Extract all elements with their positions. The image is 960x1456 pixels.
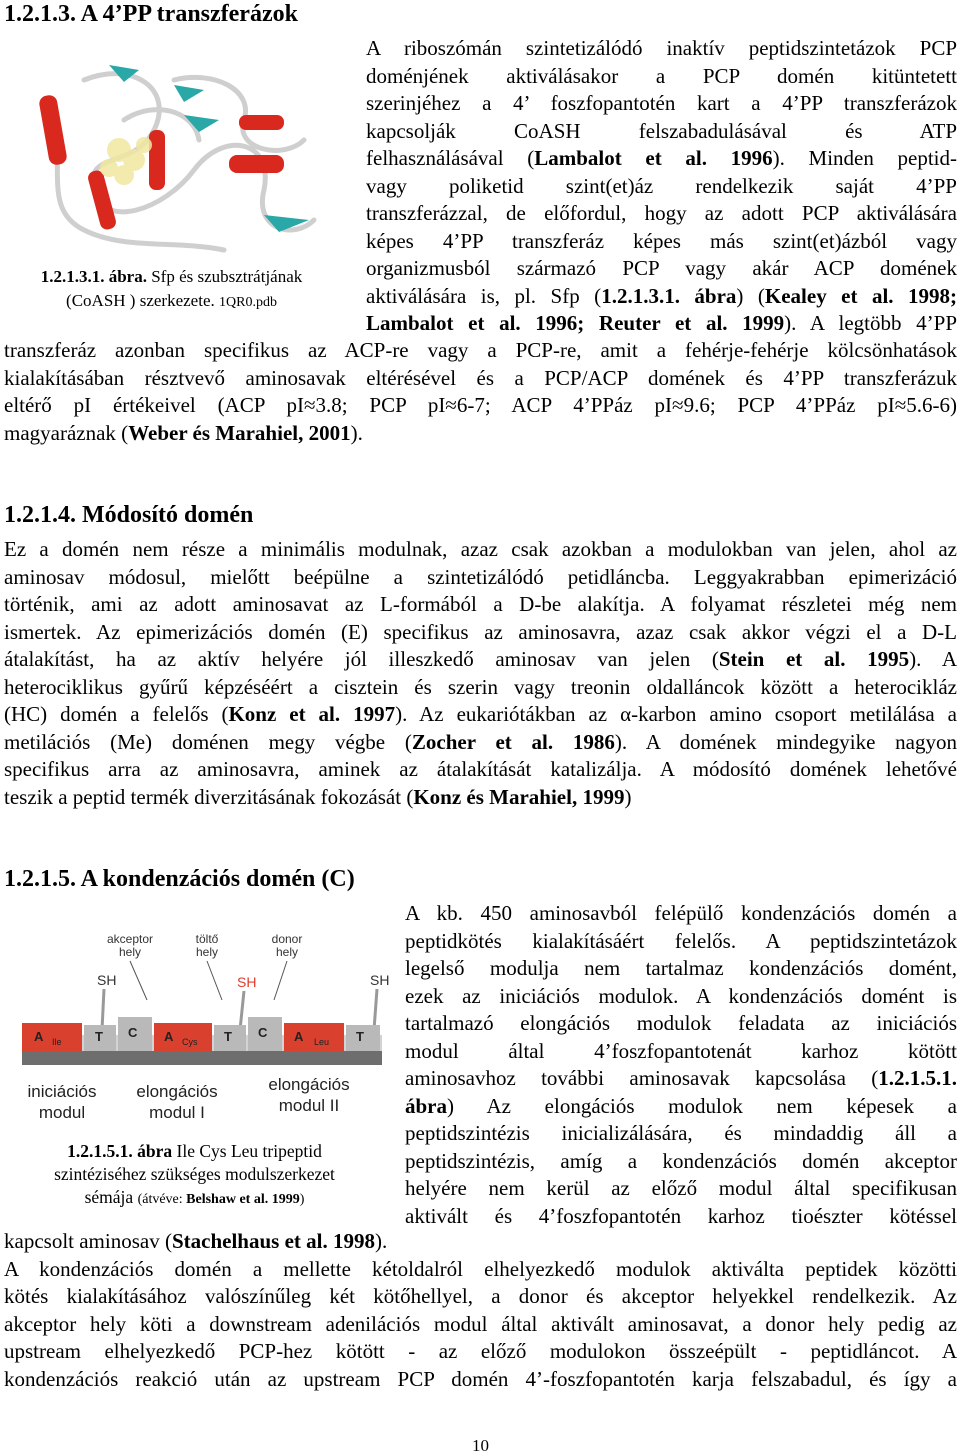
module-initiation-2: modul <box>38 1103 86 1122</box>
text-line: A kondenzációs domén a mellette kétoldalról elhelyezkedő modulok aktiválta peptidek közötti <box>4 1256 957 1281</box>
figure-caption-modules: 1.2.1.5.1. ábra Ile Cys Leu tripeptid szintéziséhez szükséges modulszerkezet sémája (átvéve: Belshaw et al. 1999) <box>12 1140 377 1211</box>
citation: Kealey et al. 1998; <box>764 283 958 308</box>
domain-C-label: C <box>258 1025 268 1040</box>
domain-A-label: A <box>164 1029 174 1044</box>
text-line: tartalmazó elongációs modulok feladata az iniciációs <box>405 1011 957 1035</box>
text-line: specifikus arra az aminosavra, aminek az átalakítását katalizálja. A módosító domének lehetővé <box>4 757 957 781</box>
module-elongation-2: elongációs <box>268 1075 350 1094</box>
page-number: 10 <box>472 1436 489 1455</box>
document-page <box>4 0 957 1455</box>
label-donor: donor <box>271 932 303 946</box>
citation: Stachelhaus et al. 1998 <box>171 1229 375 1253</box>
domain-A-label: A <box>294 1029 304 1044</box>
text-line: ezek az iniciációs modulok. A kondenzációs domént is <box>405 983 957 1008</box>
module-elongation-2-2: modul II <box>278 1096 340 1115</box>
paragraph-condensation-full <box>4 1228 957 1393</box>
aa-leu: Leu <box>314 1037 330 1047</box>
domain-T-label: T <box>356 1029 364 1044</box>
text-line: kialakításában résztvevő aminosavak eltérésével és a PCP/ACP domének és 4’PP transzferázuk <box>4 365 957 390</box>
sh-label: SH <box>370 972 390 988</box>
label-donor-2: hely <box>275 945 299 959</box>
module-structure-figure <box>12 925 390 1140</box>
caption-label: 1.2.1.5.1. ábra <box>67 1141 173 1161</box>
citation: Stein et al. 1995 <box>718 647 910 671</box>
caption-label: 1.2.1.3.1. ábra. <box>40 267 147 286</box>
text-line: aminosavhoz további aminosavak kapcsolása (1.2.1.5.1. <box>405 1066 957 1090</box>
citation: Konz és Marahiel, 1999 <box>413 784 625 809</box>
text-line: Ez a domén nem része a minimális modulnak, azaz csak azokban a modulokban van jelen, ahol az <box>4 537 957 561</box>
text-line: (HC) domén a felelős (Konz et al. 1997). Az eukariótákban az α-karbon amino csoport metilálása a <box>4 702 957 726</box>
protein-structure-figure <box>24 60 324 260</box>
text-line: szerinjéhez a 4’ foszfopantotén kart a 4’PP transzferázok <box>366 91 957 115</box>
text-line: eltérő pI értékeivel (ACP pI≈3.8; PCP pI≈6-7; ACP 4’PPáz pI≈9.6; PCP 4’PPáz pI≈5.6-6) <box>4 393 957 417</box>
text-line: ismertek. Az epimerizációs domén (E) specifikus az aminosavra, azaz csak akkor végzi el a D-L <box>4 619 957 644</box>
figure-reference: ábra <box>405 1093 447 1118</box>
text-line: képes 4’PP transzferáz képes más szint(et)ázból vagy <box>366 228 957 253</box>
sh-label: SH <box>97 972 117 988</box>
text-line: felhasználásával (Lambalot et al. 1996). Minden peptid- <box>366 146 957 170</box>
text-line: magyaráznak (Weber és Marahiel, 2001). <box>4 420 363 445</box>
paragraph-4pp-column <box>366 35 957 338</box>
text-line: heterociklikus gyűrű képzéséért a cisztein és szerin vagy treonin oldalláncok között a heterocikláz <box>4 674 957 699</box>
text-line: teszik a peptid termék diverzitásának fokozását (Konz és Marahiel, 1999) <box>4 784 632 809</box>
text-line: peptidkötés kialakításáért felelős. A peptidszintetázok <box>405 928 957 953</box>
sh-label: SH <box>237 974 257 990</box>
aa-ile: Ile <box>52 1037 62 1047</box>
caption-pdb: 1QR0.pdb <box>219 295 277 310</box>
label-acceptor: akceptor <box>106 932 154 946</box>
text-line: vagy poliketid szint(et)áz rendelkezik saját 4’PP <box>366 173 957 198</box>
text-line: történik, ami az adott aminosavat az L-formából a D-be alakítja. A folyamat részletei még nem <box>4 592 957 616</box>
domain-T-label: T <box>224 1029 232 1044</box>
caption-text: sémája <box>84 1187 138 1207</box>
caption-text: szintéziséhez szükséges modulszerkezet <box>54 1164 335 1184</box>
text-line: Lambalot et al. 1996; Reuter et al. 1999). A legtöbb 4’PP <box>366 311 958 335</box>
text-line: kötés kialakításához valószínűleg két kötőhellyel, a donor és akceptor helyekkel rendelkezik. Az <box>4 1284 957 1308</box>
text-line: doménjének aktiválásakor a PCP domén kitüntetett <box>366 63 957 88</box>
text-line: peptidszintézis inicializálására, és mindaddig áll a <box>405 1121 957 1145</box>
citation: Lambalot et al. 1996; Reuter et al. 1999 <box>366 311 785 335</box>
caption-text: (CoASH ) szerkezete. <box>66 291 219 310</box>
text-line: upstream elhelyezkedő PCP-hez kötött - az előző modulokon összeépült - peptidláncot. A <box>4 1339 957 1363</box>
text-line: aktivált és 4’foszfopantotén karhoz tioészter kötéssel <box>405 1203 957 1228</box>
paragraph-modifying-domain <box>4 536 957 811</box>
text-line: modul által 4’foszfopantotenát karhoz kötött <box>405 1038 957 1063</box>
domain-C-label: C <box>128 1025 138 1040</box>
figure-reference: 1.2.1.3.1. ábra <box>601 283 737 308</box>
text-line: ábra) Az elongációs modulok nem képesek a <box>405 1093 957 1118</box>
aa-cys: Cys <box>182 1037 198 1047</box>
text-line: aminosav módosul, mielőtt beépülne a szintetizálódó petidláncba. Leggyakrabban epimerizáció <box>4 564 957 589</box>
text-line: metilációs (Me) doménen megy végbe (Zocher et al. 1986). A domének mindegyike nagyon <box>4 729 957 754</box>
section-heading-condensation-domain: 1.2.1.5. A kondenzációs domén (C) <box>4 866 355 892</box>
module-elongation-1-2: modul I <box>149 1103 205 1122</box>
figure-reference: 1.2.1.5.1. <box>878 1066 957 1090</box>
domain-T-label: T <box>95 1029 103 1044</box>
citation: Konz et al. 1997 <box>228 702 396 726</box>
text-line: organizmusból származó PCP vagy akár ACP domének <box>366 256 957 280</box>
paragraph-condensation-column <box>405 900 957 1230</box>
text-line: legelső modulja nem tartalmaz kondenzációs domént, <box>405 956 957 980</box>
section-heading-modifying-domain: 1.2.1.4. Módosító domén <box>4 502 254 528</box>
caption-text: Sfp és szubsztrátjának <box>146 267 303 286</box>
citation: Weber és Marahiel, 2001 <box>128 420 351 445</box>
text-line: peptidszintézis, amíg a kondenzációs domén akceptor <box>405 1148 957 1173</box>
section-heading-4pp: 1.2.1.3. A 4’PP transzferázok <box>4 1 298 27</box>
domain-A-label: A <box>34 1029 44 1044</box>
text-line: kondenzációs reakció után az upstream PCP domén 4’-foszfopantotén karja felszabadul, és így a <box>4 1366 957 1391</box>
caption-text: Ile Cys Leu tripeptid <box>172 1141 322 1161</box>
label-loading: töltő <box>195 932 219 946</box>
text-line: A riboszómán szintetizálódó inaktív peptidszintetázok PCP <box>366 36 957 60</box>
citation: Lambalot et al. 1996 <box>534 146 773 170</box>
citation: Zocher et al. 1986 <box>411 729 615 754</box>
text-line: kapcsolják CoASH felszabadulásával és ATP <box>366 118 957 143</box>
text-line: kapcsolt aminosav (Stachelhaus et al. 1998). <box>4 1229 388 1253</box>
text-line: akceptor hely köti a downstream adenilációs modul által aktivált aminosavat, a donor hely pedig az <box>4 1311 957 1336</box>
text-line: aktiválására is, pl. Sfp (1.2.1.3.1. ábra) (Kealey et al. 1998; <box>366 283 958 308</box>
module-initiation: iniciációs <box>27 1082 97 1101</box>
module-elongation-1: elongációs <box>136 1082 218 1101</box>
text-line: átalakítást, ha az aktív helyére jól illeszkedő aminosav van jelen (Stein et al. 1995). A <box>4 647 958 671</box>
text-line: A kb. 450 aminosavból felépülő kondenzációs domén a <box>405 901 957 925</box>
text-line: transzferáz azonban specifikus az ACP-re vagy a PCP-re, amit a fehérje-fehérje kölcsönhatások <box>4 338 957 362</box>
text-line: helyére nem kerül az előző modul által specifikusan <box>405 1176 957 1200</box>
figure-caption-protein <box>4 265 339 315</box>
label-loading-2: hely <box>195 945 219 959</box>
paragraph-4pp-full <box>4 337 957 447</box>
text-line: transzferázzal, de előfordul, hogy az adott PCP aktiválására <box>366 201 957 225</box>
caption-citation: Belshaw et al. 1999 <box>186 1192 300 1207</box>
label-acceptor-2: hely <box>118 945 142 959</box>
